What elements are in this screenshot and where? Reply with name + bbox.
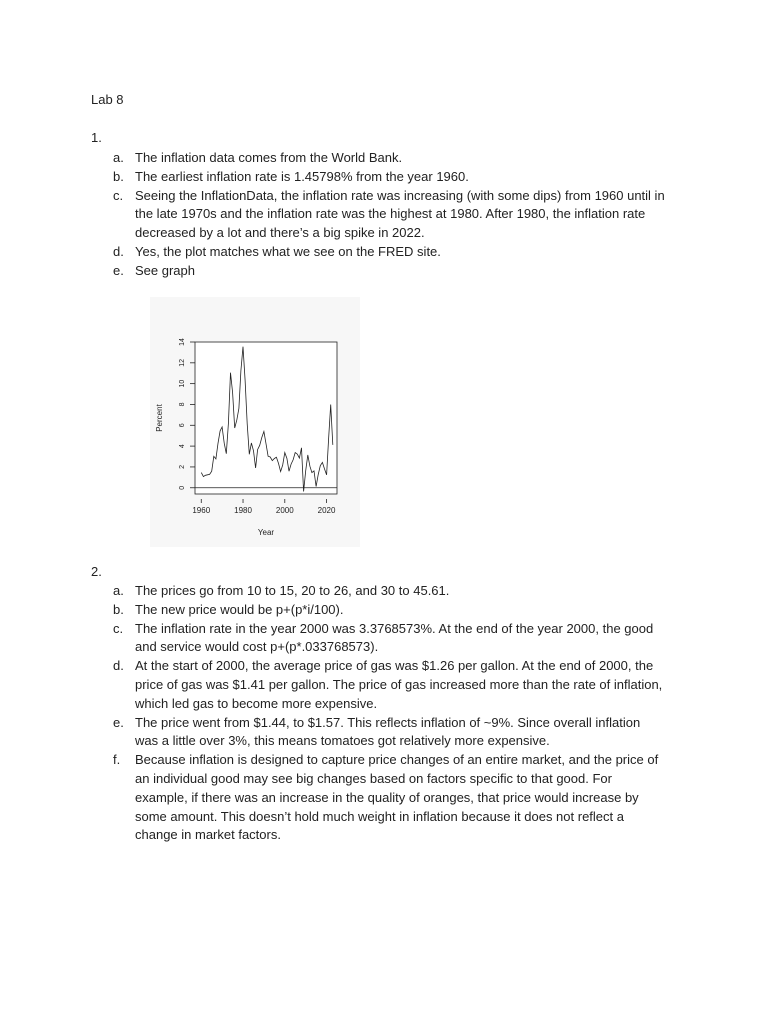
answer-letter: a. <box>113 150 124 165</box>
x-tick-label: 2000 <box>275 506 294 515</box>
answer-1a <box>113 149 665 168</box>
y-tick-label: 10 <box>179 379 186 388</box>
question-1-number: 1. <box>91 130 102 145</box>
y-tick-label: 12 <box>179 358 186 367</box>
answer-letter: f. <box>113 752 121 768</box>
answer-letter: b. <box>113 168 124 184</box>
answer-1e <box>113 262 665 281</box>
answer-letter: d. <box>113 658 124 674</box>
x-axis-label: Year <box>257 528 275 537</box>
answer-2e <box>113 714 665 752</box>
answer-text: The prices go from 10 to 15, 20 to 26, and 30 to 45.61. <box>135 583 450 598</box>
answer-letter: a. <box>113 583 124 598</box>
answer-2b <box>113 601 665 620</box>
answer-letter: c. <box>113 187 124 203</box>
answer-letter: b. <box>113 601 124 617</box>
answer-text: See graph <box>135 262 195 278</box>
question-1-answers <box>113 149 665 281</box>
y-tick-label: 8 <box>179 402 186 407</box>
answer-letter: e. <box>113 262 124 278</box>
answer-2a <box>113 582 665 601</box>
answer-text: The price went from $1.44, to $1.57. This reflects inflation of ~9%. Since overall inflation was a little over 3%, this means tomatoes got relatively more expensive. <box>135 714 641 749</box>
y-tick-label: 2 <box>179 464 186 469</box>
x-tick-label: 2020 <box>317 506 336 515</box>
answer-letter: c. <box>113 620 124 636</box>
answer-text: The inflation rate in the year 2000 was 3.3768573%. At the end of the year 2000, the good and service would cost p+(p*.033768573). <box>135 620 654 655</box>
y-tick-label: 4 <box>179 444 186 449</box>
answer-1b <box>113 168 665 187</box>
inflation-line-chart <box>150 297 360 547</box>
y-axis-label: Percent <box>155 404 164 432</box>
document-title: Lab 8 <box>91 92 124 107</box>
answer-text: The earliest inflation rate is 1.45798% from the year 1960. <box>135 168 469 184</box>
x-tick-label: 1980 <box>234 506 252 515</box>
answer-2c <box>113 620 665 658</box>
answer-2d <box>113 657 665 713</box>
question-2-answers <box>113 582 665 845</box>
y-tick-label: 14 <box>179 338 186 346</box>
plot-frame <box>195 342 337 494</box>
answer-1c <box>113 187 665 243</box>
answer-text: Seeing the InflationData, the inflation rate was increasing (with some dips) from 1960 until in the late 1970s and the inflation rate was the highest at 1980. After 1980, the inflation rate decreased by a lot and there’s a big spike in 2022. <box>135 187 665 241</box>
x-tick-label: 1960 <box>192 506 211 515</box>
y-tick-label: 0 <box>179 485 186 490</box>
answer-letter: e. <box>113 714 124 730</box>
answer-letter: d. <box>113 243 124 259</box>
y-tick-label: 6 <box>179 423 186 428</box>
answer-text: At the start of 2000, the average price of gas was $1.26 per gallon. At the end of 2000, the price of gas was $1.41 per gallon. The price of gas increased more than the rate of inflation, which led gas to become more expensive. <box>135 658 663 711</box>
answer-text: Yes, the plot matches what we see on the FRED site. <box>135 243 441 259</box>
answer-2f <box>113 751 665 845</box>
answer-1d <box>113 243 665 262</box>
answer-text: The inflation data comes from the World Bank. <box>135 150 403 165</box>
answer-text: Because inflation is designed to capture price changes of an entire market, and the price of an individual good may see big changes based on factors specific to that good. For example, if there was an increase in the quality of oranges, that price would increase by some amount. This doesn’t hold much weight in inflation because it does not reflect a change in market factors. <box>135 752 659 843</box>
question-2-number: 2. <box>91 564 102 579</box>
answer-text: The new price would be p+(p*i/100). <box>135 601 344 617</box>
